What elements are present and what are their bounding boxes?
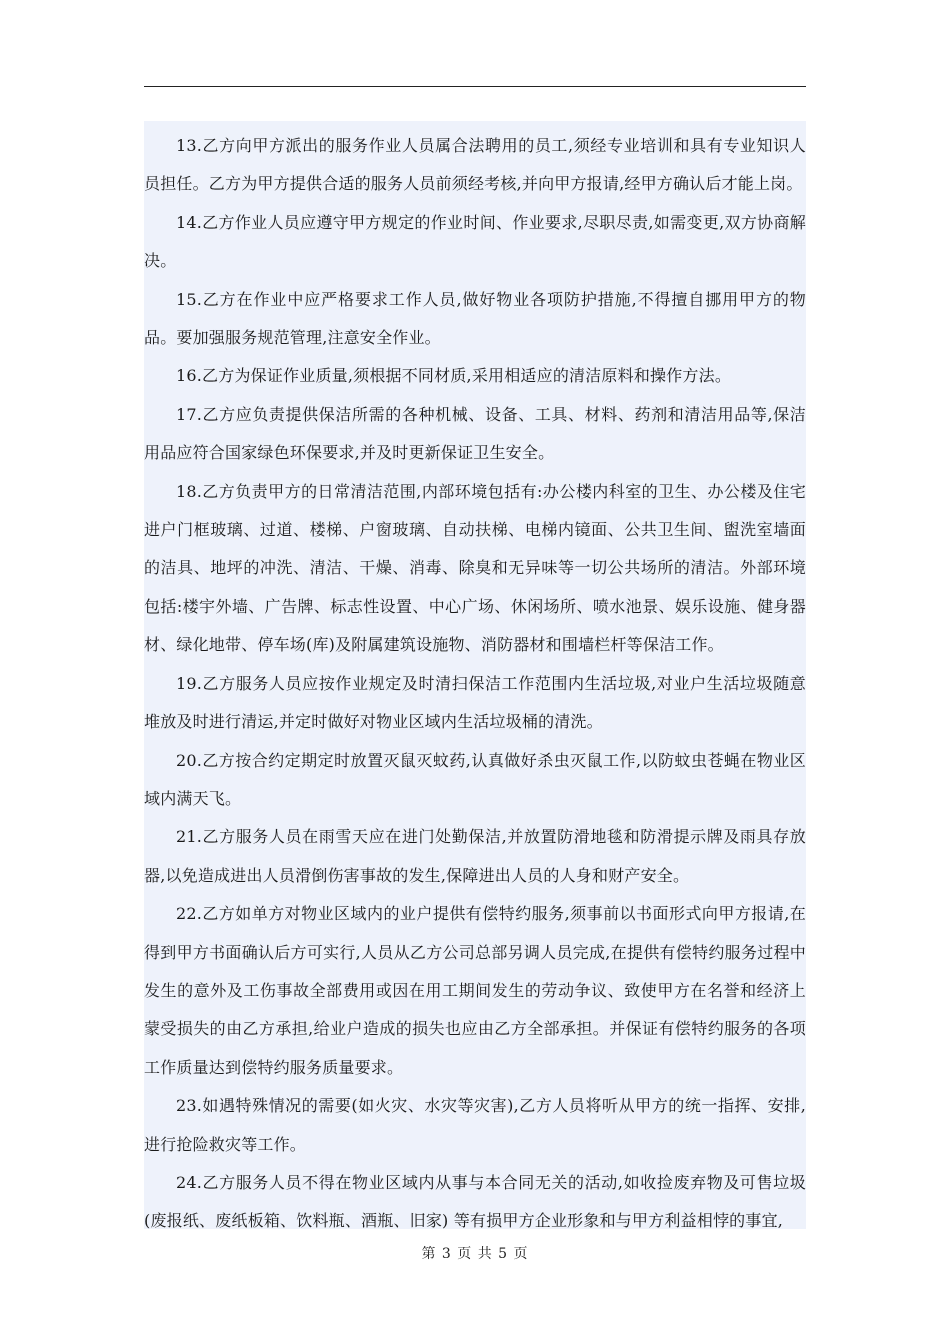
clause-14: 14.乙方作业人员应遵守甲方规定的作业时间、作业要求,尽职尽责,如需变更,双方协商解决。: [144, 212, 806, 271]
clause-18: 18.乙方负责甲方的日常清洁范围,内部环境包括有:办公楼内科室的卫生、办公楼及住宅进户门框玻璃、过道、楼梯、户窗玻璃、自动扶梯、电梯内镜面、公共卫生间、盥洗室墙面的洁具、地坪的冲洗、清洁、干燥、消毒、除臭和无异味等一切公共场所的清洁。外部环境包括:楼宇外墙、广告牌、标志性设置、中心广场、休闲场所、喷水池景、娱乐设施、健身器材、绿化地带、停车场(库)及附属建筑设施物、消防器材和围墙栏杆等保洁工作。: [144, 481, 806, 655]
clause-15: 15.乙方在作业中应严格要求工作人员,做好物业各项防护措施,不得擅自挪用甲方的物品。要加强服务规范管理,注意安全作业。: [144, 289, 806, 348]
clause-17: 17.乙方应负责提供保洁所需的各种机械、设备、工具、材料、药剂和清洁用品等,保洁用品应符合国家绿色环保要求,并及时更新保证卫生安全。: [144, 404, 806, 463]
clause-22: 22.乙方如单方对物业区域内的业户提供有偿特约服务,须事前以书面形式向甲方报请,在得到甲方书面确认后方可实行,人员从乙方公司总部另调人员完成,在提供有偿特约服务过程中发生的意外及工伤事故全部费用或因在用工期间发生的劳动争议、致使甲方在名誉和经济上蒙受损失的由乙方承担,给业户造成的损失也应由乙方全部承担。并保证有偿特约服务的各项工作质量达到偿特约服务质量要求。: [144, 904, 806, 1077]
page-number: 第 3 页 共 5 页: [421, 1246, 529, 1262]
header-rule: [144, 86, 806, 87]
document-body: [144, 121, 806, 1229]
clause-19: 19.乙方服务人员应按作业规定及时清扫保洁工作范围内生活垃圾,对业户生活垃圾随意堆放及时进行清运,并定时做好对物业区域内生活垃圾桶的清洗。: [144, 673, 806, 732]
clause-20: 20.乙方按合约定期定时放置灭鼠灭蚊药,认真做好杀虫灭鼠工作,以防蚊虫苍蝇在物业区域内满天飞。: [144, 750, 806, 808]
clause-16: 16.乙方为保证作业质量,须根据不同材质,采用相适应的清洁原料和操作方法。: [176, 366, 732, 386]
clause-21: 21.乙方服务人员在雨雪天应在进门处勤保洁,并放置防滑地毯和防滑提示牌及雨具存放器,以免造成进出人员滑倒伤害事故的发生,保障进出人员的人身和财产安全。: [144, 827, 806, 885]
clause-24: 24.乙方服务人员不得在物业区域内从事与本合同无关的活动,如收捡废弃物及可售垃圾(废报纸、废纸板箱、饮料瓶、酒瓶、旧家) 等有损甲方企业形象和与甲方利益相悖的事宜,: [144, 1172, 806, 1229]
clause-23: 23.如遇特殊情况的需要(如火灾、水灾等灾害),乙方人员将听从甲方的统一指挥、安排,进行抢险救灾等工作。: [144, 1096, 806, 1154]
clause-13: 13.乙方向甲方派出的服务作业人员属合法聘用的员工,须经专业培训和具有专业知识人员担任。乙方为甲方提供合适的服务人员前须经考核,并向甲方报请,经甲方确认后才能上岗。: [144, 136, 806, 194]
